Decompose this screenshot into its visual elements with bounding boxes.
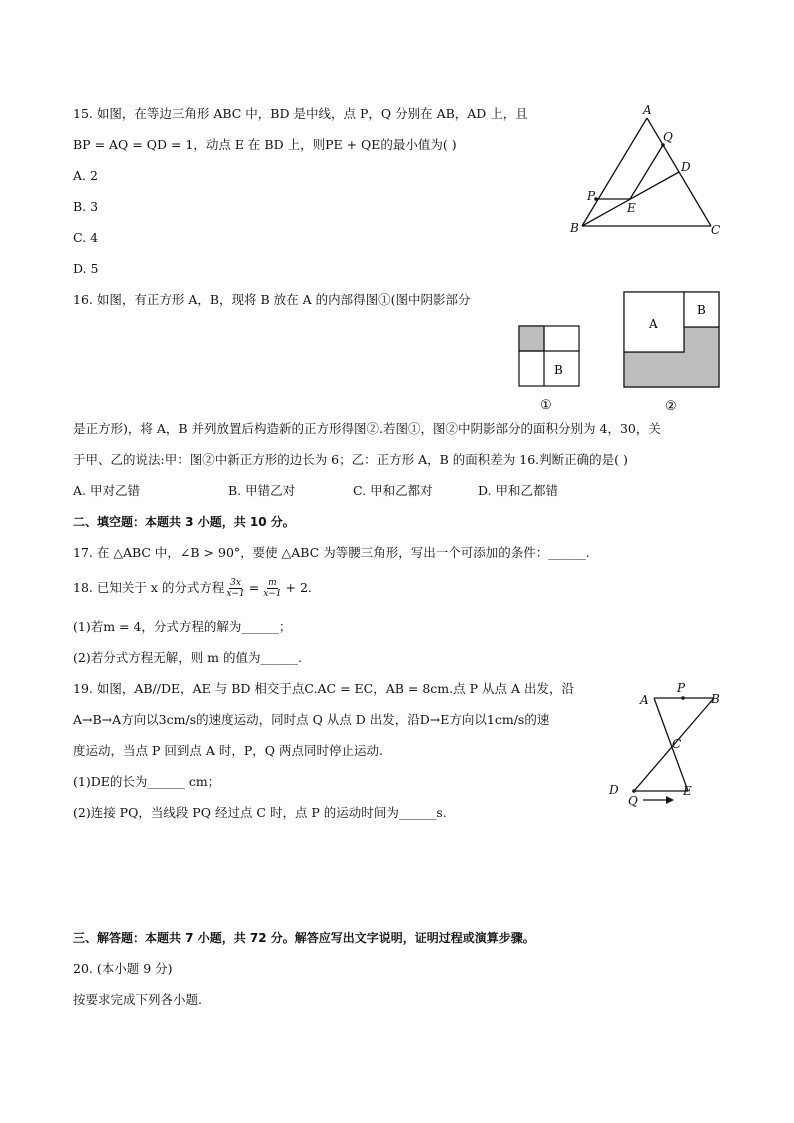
section-fill-in-heading: 二、填空题：本题共 3 小题，共 10 分。	[73, 515, 295, 529]
q18-part1: (1)若m = 4，分式方程的解为______；	[73, 619, 292, 634]
q19-part2: (2)连接 PQ，当线段 PQ 经过点 C 时，点 P 的运动时间为______s.	[73, 805, 447, 820]
q15-stem-line1: 15. 如图，在等边三角形 ABC 中，BD 是中线，点 P，Q 分别在 AB，AD 上，且	[73, 106, 528, 121]
q18-frac2-denominator: x−1	[263, 588, 282, 599]
q19-point-d	[632, 789, 636, 793]
q16-fig1-shaded-square	[519, 326, 544, 351]
q18-stem-prefix: 18. 已知关于 x 的分式方程	[73, 580, 225, 595]
q18-frac1-numerator: 3x	[230, 577, 241, 588]
q20-text: 按要求完成下列各小题.	[73, 992, 202, 1007]
q19-label-d: D	[609, 783, 619, 797]
q19-segment-ae	[654, 698, 688, 791]
q15-label-c: C	[711, 223, 721, 237]
q19-figure	[600, 678, 730, 810]
q15-label-b: B	[570, 221, 579, 235]
q19-point-p	[681, 696, 685, 700]
q19-label-q: Q	[628, 794, 638, 808]
q15-option-a: A. 2	[73, 168, 98, 183]
q15-label-d: D	[681, 160, 691, 174]
q16-fig2-label-a: A	[649, 317, 658, 331]
q15-option-c: C. 4	[73, 230, 99, 245]
q19-label-e: E	[683, 784, 692, 798]
q19-arrow-right-icon	[666, 796, 674, 804]
q19-label-p: P	[677, 681, 686, 695]
q16-stem-line2: 是正方形)，将 A，B 并列放置后构造新的正方形得图②.若图①，图②中阴影部分的面积分别为 4，30，关	[73, 421, 661, 436]
q18-fraction-1	[226, 578, 244, 599]
section-answer-heading: 三、解答题：本题共 7 小题，共 72 分。解答应写出文字说明，证明过程或演算步骤。	[73, 931, 535, 945]
q16-option-c: C. 甲和乙都对	[353, 483, 433, 498]
q19-stem-line3: 度运动，当点 P 回到点 A 时，P，Q 两点同时停止运动.	[73, 743, 383, 758]
q16-fig1-caption: ①	[540, 398, 552, 413]
q16-fig2-label-b: B	[697, 303, 706, 317]
q15-option-b: B. 3	[73, 199, 99, 214]
q15-stem-line2: BP = AQ = QD = 1，动点 E 在 BD 上，则PE + QE的最小值为( )	[73, 137, 457, 152]
q15-option-d: D. 5	[73, 261, 99, 276]
q15-segment-qe	[630, 145, 663, 199]
q19-stem-line1: 19. 如图，AB//DE，AE 与 BD 相交于点C.AC = EC，AB = 8cm.点 P 从点 A 出发，沿	[73, 681, 574, 696]
q16-stem-line1: 16. 如图，有正方形 A，B，现将 B 放在 A 的内部得图①(图中阴影部分	[73, 292, 471, 307]
q18-frac1-denominator: x−1	[226, 588, 245, 599]
q18-stem-suffix: + 2.	[285, 580, 312, 595]
q19-part1: (1)DE的长为______ cm；	[73, 774, 221, 789]
q16-fig1-label-b: B	[554, 363, 563, 377]
q15-triangle-figure	[565, 100, 725, 240]
q18-equals: =	[248, 580, 260, 595]
q18-part2: (2)若分式方程无解，则 m 的值为______.	[73, 650, 302, 665]
q16-option-b: B. 甲错乙对	[228, 483, 296, 498]
q19-label-a: A	[640, 693, 649, 707]
q15-label-e: E	[627, 201, 636, 215]
q20-title: 20. (本小题 9 分)	[73, 961, 173, 976]
q16-stem-line3: 于甲、乙的说法:甲：图②中新正方形的边长为 6；乙：正方形 A，B 的面积差为 16.判断正确的是( )	[73, 452, 628, 467]
q15-label-a: A	[643, 103, 652, 117]
q18-frac2-numerator: m	[268, 577, 277, 588]
q15-segment-ab	[582, 118, 647, 226]
q16-option-d: D. 甲和乙都错	[478, 483, 559, 498]
q19-stem-line2: A→B→A方向以3cm/s的速度运动，同时点 Q 从点 D 出发，沿D→E方向以1cm/s的速	[73, 712, 550, 727]
q17-stem: 17. 在 △ABC 中，∠B > 90°，要使 △ABC 为等腰三角形，写出一个可添加的条件：______.	[73, 545, 590, 560]
q16-figure-1	[512, 320, 584, 415]
q16-option-a: A. 甲对乙错	[73, 483, 140, 498]
q19-label-b: B	[711, 692, 720, 706]
q16-figure-2	[618, 286, 724, 416]
q15-label-p: P	[587, 189, 596, 203]
q15-label-q: Q	[663, 130, 673, 144]
q18-stem	[73, 574, 312, 602]
q18-fraction-2	[263, 578, 281, 599]
q19-label-c: C	[672, 737, 682, 751]
q16-fig2-caption: ②	[665, 399, 677, 414]
